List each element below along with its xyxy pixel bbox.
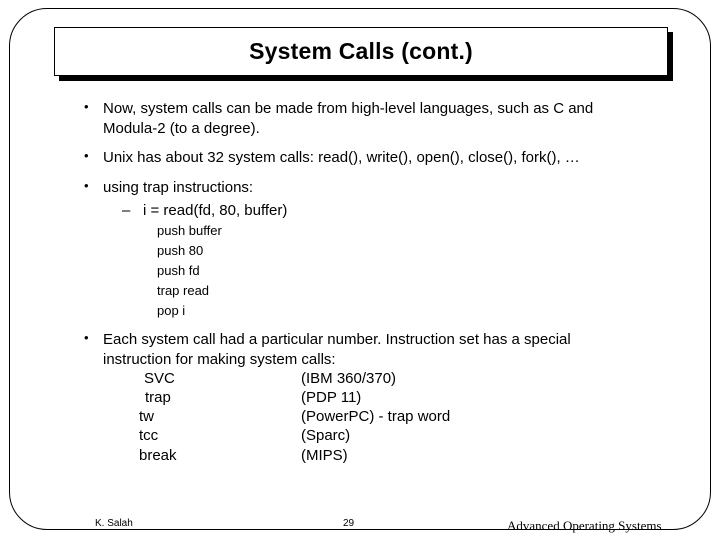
code-line: pop i	[157, 303, 186, 318]
slide-title: System Calls (cont.)	[249, 38, 473, 64]
syscall-instruction: tcc	[139, 427, 159, 444]
code-line: push fd	[157, 263, 200, 278]
syscall-architecture: (Sparc)	[301, 427, 351, 444]
bullet-1-line-1: Now, system calls can be made from high-level languages, such as C and	[103, 100, 594, 117]
footer-author: K. Salah	[95, 518, 133, 529]
syscall-instruction: break	[139, 447, 177, 464]
footer-page-number: 29	[343, 518, 355, 529]
bullet-1-line-2: Modula-2 (to a degree).	[103, 120, 260, 137]
syscall-architecture: (MIPS)	[301, 447, 348, 464]
syscall-architecture: (PowerPC) - trap word	[301, 408, 451, 425]
title-box	[54, 27, 668, 76]
bullet-icon: •	[84, 178, 89, 193]
bullet-icon: •	[84, 330, 89, 345]
bullet-4-line-2: instruction for making system calls:	[103, 351, 336, 368]
syscall-architecture: (PDP 11)	[301, 389, 362, 406]
slide-frame	[9, 8, 711, 530]
bullet-icon: •	[84, 148, 89, 163]
bullet-2-line-1: Unix has about 32 system calls: read(), write(), open(), close(), fork(), …	[103, 149, 580, 166]
bullet-3-line-1: using trap instructions:	[103, 179, 254, 196]
code-line: trap read	[157, 283, 210, 298]
syscall-instruction: tw	[139, 408, 154, 425]
footer-course-title: Advanced Operating Systems	[507, 518, 662, 533]
bullet-4-line-1: Each system call had a particular number. Instruction set has a special	[103, 331, 571, 348]
code-line: push 80	[157, 243, 204, 258]
syscall-instruction: trap	[145, 389, 171, 406]
dash-icon: –	[122, 202, 131, 219]
syscall-architecture: (IBM 360/370)	[301, 370, 397, 387]
bullet-3-sub-item: i = read(fd, 80, buffer)	[143, 202, 288, 219]
code-line: push buffer	[157, 223, 222, 238]
bullet-icon: •	[84, 99, 89, 114]
syscall-instruction: SVC	[144, 370, 175, 387]
